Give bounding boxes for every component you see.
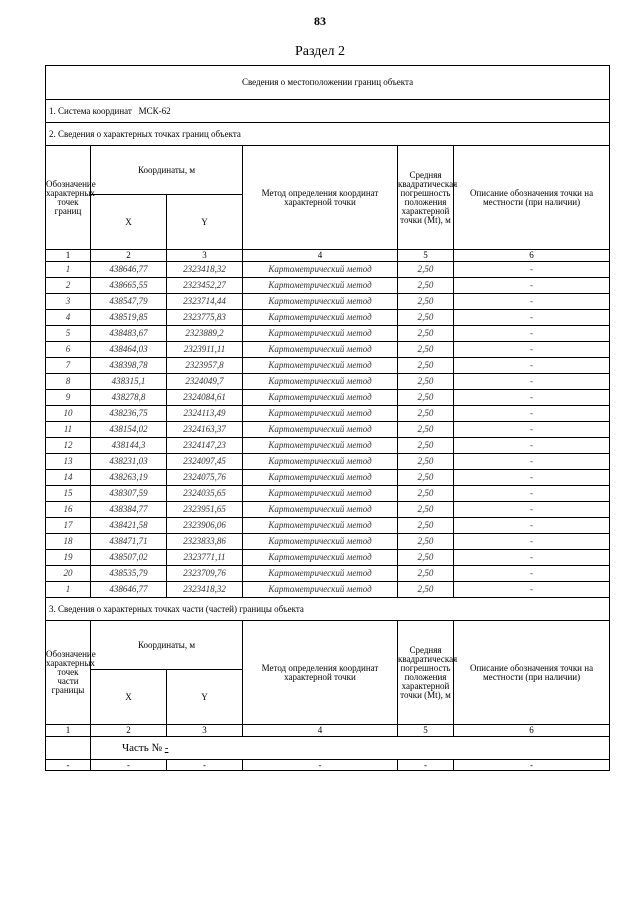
point-number: 4 bbox=[46, 310, 91, 326]
column-number: 3 bbox=[167, 250, 243, 262]
description: - bbox=[454, 326, 610, 342]
coord-x: 438421,58 bbox=[91, 518, 167, 534]
coord-y: 2323775,83 bbox=[167, 310, 243, 326]
accuracy: 2,50 bbox=[398, 326, 454, 342]
accuracy: 2,50 bbox=[398, 438, 454, 454]
method: Картометрический метод bbox=[243, 406, 398, 422]
table-row bbox=[46, 486, 610, 502]
column-number: 1 bbox=[46, 725, 91, 737]
header-method-part: Метод определения координат характерной точки bbox=[243, 621, 398, 725]
coord-y: 2324049,7 bbox=[167, 374, 243, 390]
column-number: 5 bbox=[398, 725, 454, 737]
empty-cell: - bbox=[167, 760, 243, 771]
method: Картометрический метод bbox=[243, 310, 398, 326]
description: - bbox=[454, 294, 610, 310]
empty-cell: - bbox=[454, 760, 610, 771]
accuracy: 2,50 bbox=[398, 374, 454, 390]
coord-x: 438547,79 bbox=[91, 294, 167, 310]
point-number: 3 bbox=[46, 294, 91, 310]
point-number: 18 bbox=[46, 534, 91, 550]
description: - bbox=[454, 486, 610, 502]
method: Картометрический метод bbox=[243, 470, 398, 486]
description: - bbox=[454, 582, 610, 598]
coord-x: 438236,75 bbox=[91, 406, 167, 422]
method: Картометрический метод bbox=[243, 582, 398, 598]
method: Картометрический метод bbox=[243, 278, 398, 294]
part-row bbox=[91, 737, 610, 760]
empty-cell: - bbox=[243, 760, 398, 771]
section-title: Раздел 2 bbox=[294, 44, 346, 59]
section3-label: 3. Сведения о характерных точках части (частей) границы объекта bbox=[46, 598, 610, 621]
part-value: - bbox=[164, 741, 169, 754]
coord-y: 2324113,49 bbox=[167, 406, 243, 422]
method: Картометрический метод bbox=[243, 486, 398, 502]
point-number: 16 bbox=[46, 502, 91, 518]
coord-y: 2324147,23 bbox=[167, 438, 243, 454]
header-x: X bbox=[91, 195, 167, 250]
method: Картометрический метод bbox=[243, 566, 398, 582]
table-row bbox=[46, 534, 610, 550]
description: - bbox=[454, 374, 610, 390]
description: - bbox=[454, 406, 610, 422]
description: - bbox=[454, 278, 610, 294]
method: Картометрический метод bbox=[243, 550, 398, 566]
accuracy: 2,50 bbox=[398, 390, 454, 406]
method: Картометрический метод bbox=[243, 326, 398, 342]
coord-x: 438507,02 bbox=[91, 550, 167, 566]
coord-y: 2323418,32 bbox=[167, 262, 243, 278]
header-point-name-part: Обозначение характерных точек части границы bbox=[46, 621, 91, 725]
method: Картометрический метод bbox=[243, 502, 398, 518]
table-row bbox=[46, 422, 610, 438]
coord-y: 2323833,86 bbox=[167, 534, 243, 550]
coord-y: 2323951,65 bbox=[167, 502, 243, 518]
coord-y: 2324075,76 bbox=[167, 470, 243, 486]
table-row bbox=[46, 518, 610, 534]
coord-x: 438307,59 bbox=[91, 486, 167, 502]
description: - bbox=[454, 534, 610, 550]
point-number: 1 bbox=[46, 262, 91, 278]
point-number: 12 bbox=[46, 438, 91, 454]
coord-y: 2323709,76 bbox=[167, 566, 243, 582]
empty-cell: - bbox=[46, 760, 91, 771]
accuracy: 2,50 bbox=[398, 454, 454, 470]
point-number: 19 bbox=[46, 550, 91, 566]
table-row bbox=[46, 342, 610, 358]
description: - bbox=[454, 438, 610, 454]
description: - bbox=[454, 390, 610, 406]
column-number: 3 bbox=[167, 725, 243, 737]
column-number: 4 bbox=[243, 250, 398, 262]
method: Картометрический метод bbox=[243, 262, 398, 278]
page-number: 83 bbox=[314, 14, 326, 28]
part-label: Часть № bbox=[122, 741, 162, 754]
table-row bbox=[46, 406, 610, 422]
coord-y: 2323452,27 bbox=[167, 278, 243, 294]
table-row bbox=[46, 310, 610, 326]
coordinate-system-label: 1. Система координат bbox=[49, 105, 132, 116]
point-number: 5 bbox=[46, 326, 91, 342]
coord-y: 2323418,32 bbox=[167, 582, 243, 598]
coord-y: 2324097,45 bbox=[167, 454, 243, 470]
header-accuracy-part: Средняя квадратическая погрешность положения характерной точки (Mt), м bbox=[398, 621, 454, 725]
coord-y: 2324163,37 bbox=[167, 422, 243, 438]
method: Картометрический метод bbox=[243, 390, 398, 406]
table-row bbox=[46, 470, 610, 486]
accuracy: 2,50 bbox=[398, 534, 454, 550]
description: - bbox=[454, 262, 610, 278]
coord-y: 2324084,61 bbox=[167, 390, 243, 406]
point-number: 1 bbox=[46, 582, 91, 598]
coord-x: 438154,02 bbox=[91, 422, 167, 438]
coord-x: 438519,85 bbox=[91, 310, 167, 326]
part-spacer bbox=[46, 737, 91, 760]
table-row bbox=[46, 374, 610, 390]
coord-x: 438278,8 bbox=[91, 390, 167, 406]
method: Картометрический метод bbox=[243, 454, 398, 470]
point-number: 7 bbox=[46, 358, 91, 374]
table-row bbox=[46, 390, 610, 406]
accuracy: 2,50 bbox=[398, 262, 454, 278]
method: Картометрический метод bbox=[243, 438, 398, 454]
table-row bbox=[46, 454, 610, 470]
header-point-name: Обозначение характерных точек границ bbox=[46, 146, 91, 250]
coord-y: 2323714,44 bbox=[167, 294, 243, 310]
point-number: 9 bbox=[46, 390, 91, 406]
accuracy: 2,50 bbox=[398, 470, 454, 486]
method: Картометрический метод bbox=[243, 534, 398, 550]
coord-y: 2323906,06 bbox=[167, 518, 243, 534]
method: Картометрический метод bbox=[243, 342, 398, 358]
point-number: 20 bbox=[46, 566, 91, 582]
accuracy: 2,50 bbox=[398, 502, 454, 518]
coord-x: 438231,03 bbox=[91, 454, 167, 470]
accuracy: 2,50 bbox=[398, 310, 454, 326]
empty-cell: - bbox=[91, 760, 167, 771]
point-number: 17 bbox=[46, 518, 91, 534]
header-coords: Координаты, м bbox=[91, 146, 243, 195]
column-number: 6 bbox=[454, 725, 610, 737]
accuracy: 2,50 bbox=[398, 358, 454, 374]
section2-label: 2. Сведения о характерных точках границ объекта bbox=[46, 123, 610, 146]
point-number: 10 bbox=[46, 406, 91, 422]
description: - bbox=[454, 518, 610, 534]
header-method: Метод определения координат характерной точки bbox=[243, 146, 398, 250]
method: Картометрический метод bbox=[243, 422, 398, 438]
table-row bbox=[46, 278, 610, 294]
coord-x: 438646,77 bbox=[91, 262, 167, 278]
accuracy: 2,50 bbox=[398, 422, 454, 438]
coord-x: 438315,1 bbox=[91, 374, 167, 390]
description: - bbox=[454, 550, 610, 566]
table-row bbox=[46, 438, 610, 454]
empty-cell: - bbox=[398, 760, 454, 771]
header-x-part: X bbox=[91, 670, 167, 725]
accuracy: 2,50 bbox=[398, 582, 454, 598]
coord-x: 438665,55 bbox=[91, 278, 167, 294]
coord-y: 2323771,11 bbox=[167, 550, 243, 566]
table-row bbox=[46, 582, 610, 598]
coord-y: 2323889,2 bbox=[167, 326, 243, 342]
table-row bbox=[46, 566, 610, 582]
accuracy: 2,50 bbox=[398, 342, 454, 358]
coord-x: 438535,79 bbox=[91, 566, 167, 582]
table-title: Сведения о местоположении границ объекта bbox=[46, 66, 610, 100]
table-row bbox=[46, 502, 610, 518]
header-y: Y bbox=[167, 195, 243, 250]
description: - bbox=[454, 566, 610, 582]
method: Картометрический метод bbox=[243, 374, 398, 390]
coord-y: 2323911,11 bbox=[167, 342, 243, 358]
table-row bbox=[46, 294, 610, 310]
coord-x: 438398,78 bbox=[91, 358, 167, 374]
method: Картометрический метод bbox=[243, 358, 398, 374]
description: - bbox=[454, 470, 610, 486]
coordinate-system-row bbox=[46, 100, 610, 123]
boundary-table bbox=[45, 65, 610, 771]
accuracy: 2,50 bbox=[398, 486, 454, 502]
description: - bbox=[454, 422, 610, 438]
point-number: 14 bbox=[46, 470, 91, 486]
coord-x: 438384,77 bbox=[91, 502, 167, 518]
coord-y: 2324035,65 bbox=[167, 486, 243, 502]
header-description: Описание обозначения точки на местности (при наличии) bbox=[454, 146, 610, 250]
column-number: 2 bbox=[91, 725, 167, 737]
table-row bbox=[46, 358, 610, 374]
point-number: 2 bbox=[46, 278, 91, 294]
point-number: 6 bbox=[46, 342, 91, 358]
table-row bbox=[46, 550, 610, 566]
point-number: 15 bbox=[46, 486, 91, 502]
coord-x: 438144,3 bbox=[91, 438, 167, 454]
description: - bbox=[454, 310, 610, 326]
point-number: 13 bbox=[46, 454, 91, 470]
coord-x: 438483,67 bbox=[91, 326, 167, 342]
accuracy: 2,50 bbox=[398, 278, 454, 294]
accuracy: 2,50 bbox=[398, 406, 454, 422]
method: Картометрический метод bbox=[243, 294, 398, 310]
description: - bbox=[454, 342, 610, 358]
column-number: 5 bbox=[398, 250, 454, 262]
header-y-part: Y bbox=[167, 670, 243, 725]
header-accuracy: Средняя квадратическая погрешность положения характерной точки (Mt), м bbox=[398, 146, 454, 250]
coord-x: 438646,77 bbox=[91, 582, 167, 598]
point-number: 8 bbox=[46, 374, 91, 390]
table-row bbox=[46, 326, 610, 342]
description: - bbox=[454, 454, 610, 470]
header-description-part: Описание обозначения точки на местности (при наличии) bbox=[454, 621, 610, 725]
method: Картометрический метод bbox=[243, 518, 398, 534]
accuracy: 2,50 bbox=[398, 294, 454, 310]
point-number: 11 bbox=[46, 422, 91, 438]
column-number: 1 bbox=[46, 250, 91, 262]
column-number: 2 bbox=[91, 250, 167, 262]
header-coords-part: Координаты, м bbox=[91, 621, 243, 670]
coord-x: 438263,19 bbox=[91, 470, 167, 486]
coord-x: 438471,71 bbox=[91, 534, 167, 550]
accuracy: 2,50 bbox=[398, 518, 454, 534]
coord-y: 2323957,8 bbox=[167, 358, 243, 374]
accuracy: 2,50 bbox=[398, 550, 454, 566]
coord-x: 438464,03 bbox=[91, 342, 167, 358]
table-row bbox=[46, 262, 610, 278]
column-number: 6 bbox=[454, 250, 610, 262]
description: - bbox=[454, 502, 610, 518]
coordinate-system-value: МСК-62 bbox=[138, 105, 171, 116]
accuracy: 2,50 bbox=[398, 566, 454, 582]
column-number: 4 bbox=[243, 725, 398, 737]
description: - bbox=[454, 358, 610, 374]
